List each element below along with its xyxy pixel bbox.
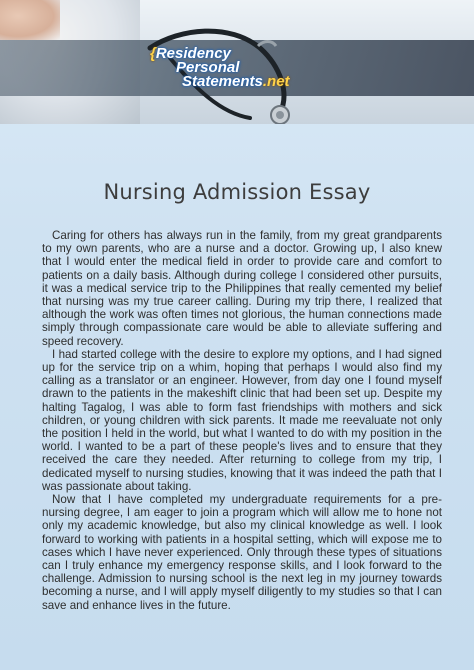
essay-paragraph-1: Caring for others has always run in the family, from my great grandparents to my own parents, who are a nurse and a doctor. Growing up, I also knew that I would enter the medical field in order to provide care and comfort to patients on a daily basis. Although during college I considered other pursuits, it was a medical service trip to the Philippines that really cemented my belief that nursing was my true career calling. During my trip there, I realized that although the work was often times not glorious, the human connections made simply through compassionate care would be able to alleviate suffering and speed recovery. [42, 229, 442, 348]
brand-line-2: Personal [176, 59, 240, 76]
brand-mark: { [150, 45, 156, 62]
essay-paragraph-2: I had started college with the desire to explore my options, and I had signed up for the service trip on a whim, hoping that perhaps I would also find my calling as a translator or an engineer. However, from day one I found myself drawn to the patients in the makeshift clinic that had been set up. Despite my halting Tagalog, I was able to form fast friendships with mothers and sick children, or young children with sick parents. It made me reevaluate not only the position I held in the world, but what I wanted to do with my position in the world. I wanted to be a part of these people's lives and to ensure that they received the care they needed. After returning to college from my trip, I dedicated myself to nursing studies, knowing that it was indeed the path that I was passionate about taking. [42, 347, 442, 493]
essay-paragraph-3: Now that I have completed my undergraduate requirements for a pre-nursing degree, I am eager to join a program which will allow me to hone not only my academic knowledge, but also my clinical knowledge as well. I look forward to working with patients in a hospital setting, which will expose me to cases which I have never experienced. Only through these types of situations can I truly enhance my emergency response skills, and I look forward to the challenge. Admission to nursing school is the next leg in my journey towards becoming a nurse, and I will apply myself diligently to my studies so that I can save and enhance lives in the future. [42, 493, 442, 612]
hand-photo [0, 0, 60, 40]
brand-logo[interactable] [150, 46, 350, 92]
brand-line-1: {Residency [150, 45, 231, 62]
header-banner [0, 0, 474, 124]
page-title: Nursing Admission Essay [103, 180, 371, 204]
essay-body [42, 229, 442, 612]
brand-line-3: Statements.net [182, 73, 290, 90]
